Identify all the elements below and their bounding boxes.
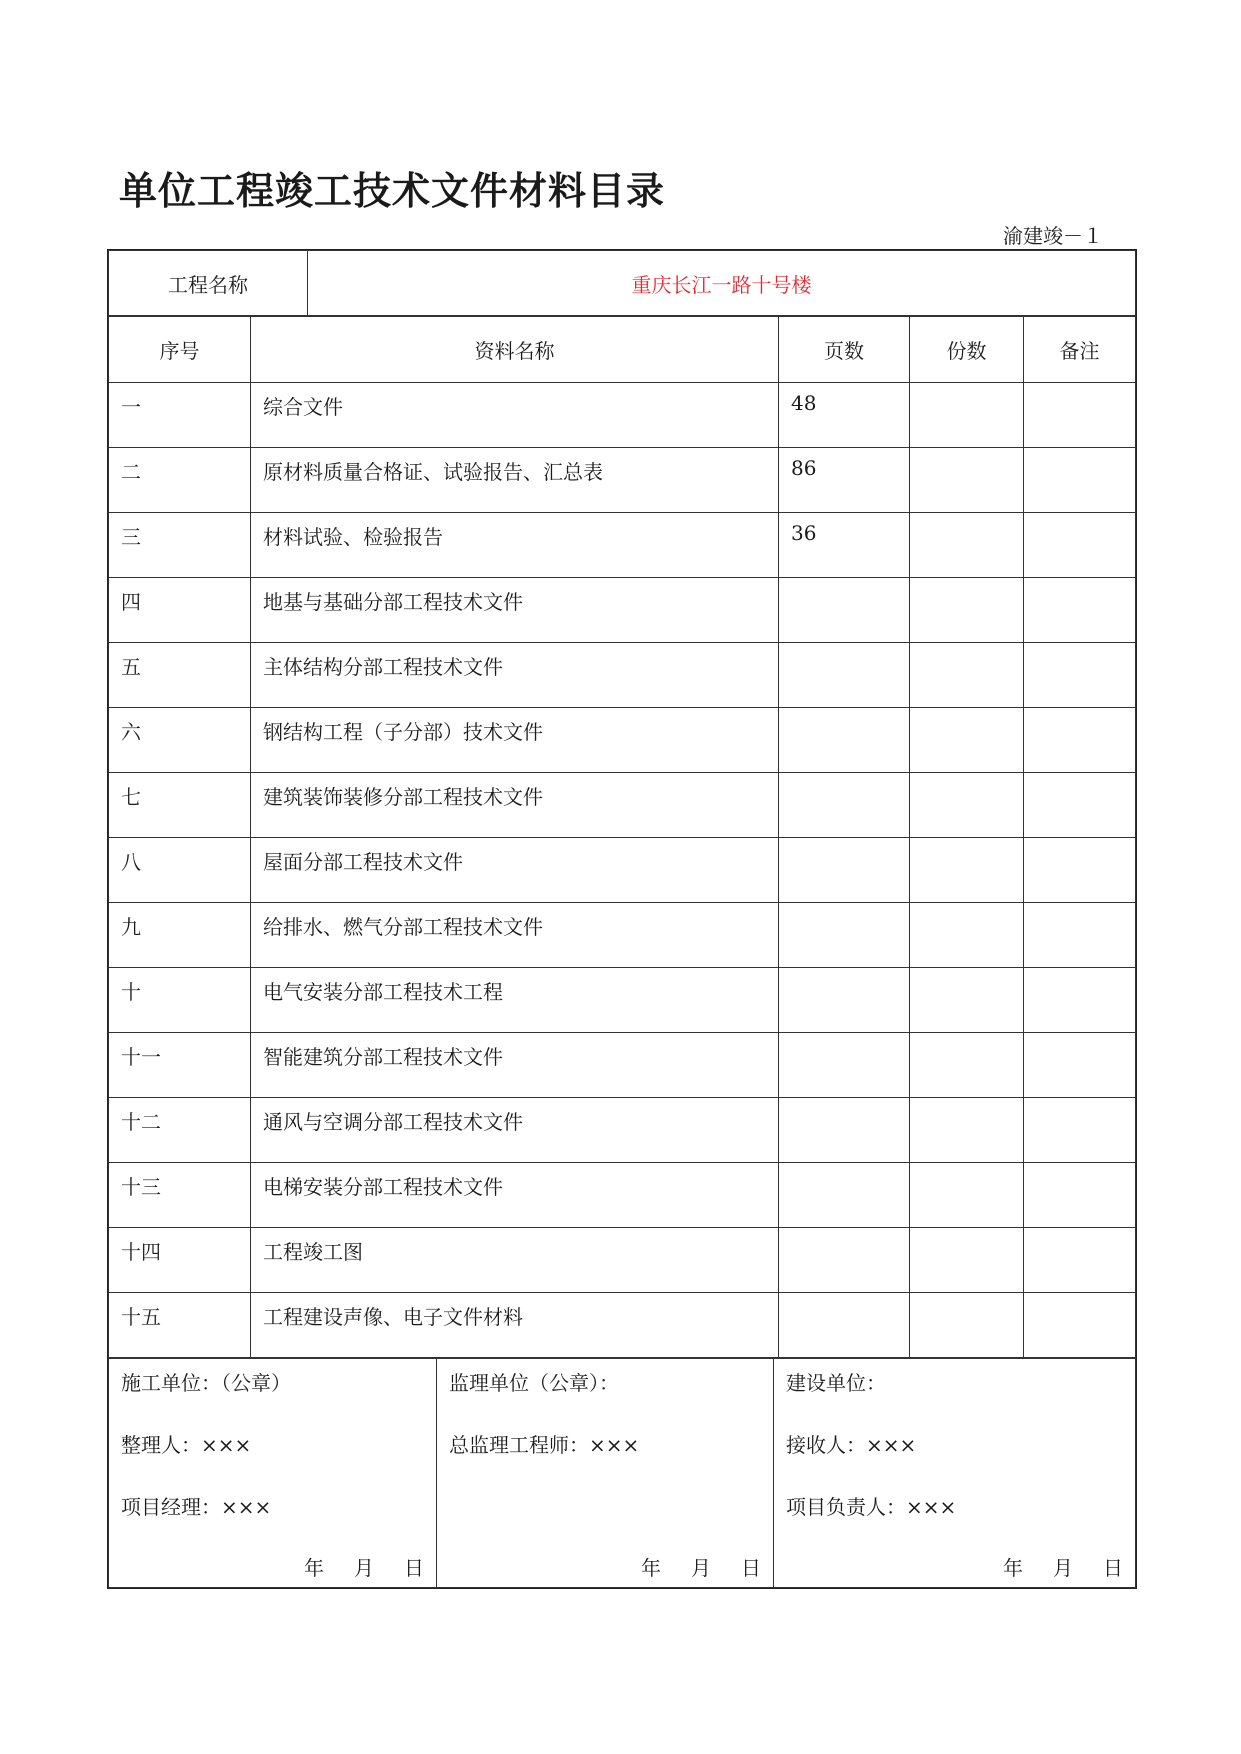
row-pages: 48 — [779, 383, 910, 448]
supervision-unit-cell — [437, 1359, 774, 1588]
row-pages: 36 — [779, 513, 910, 578]
row-pages — [779, 968, 910, 1033]
row-pages — [779, 1098, 910, 1163]
row-no: 十四 — [109, 1228, 251, 1293]
row-name: 地基与基础分部工程技术文件 — [251, 578, 779, 643]
row-copies — [910, 1098, 1024, 1163]
row-no: 三 — [109, 513, 251, 578]
date-day: 日 — [404, 1556, 424, 1580]
row-no: 五 — [109, 643, 251, 708]
chief-supervisor-label: 总监理工程师：××× — [449, 1433, 640, 1457]
supervision-date — [641, 1552, 761, 1581]
row-pages — [779, 903, 910, 968]
row-copies — [910, 448, 1024, 513]
row-name: 钢结构工程（子分部）技术文件 — [251, 708, 779, 773]
row-copies — [910, 1163, 1024, 1228]
catalog-table — [107, 249, 1137, 1589]
owner-unit-cell — [774, 1359, 1136, 1588]
date-day: 日 — [741, 1556, 761, 1580]
row-copies — [910, 643, 1024, 708]
owner-date — [1003, 1552, 1123, 1581]
row-remark — [1024, 643, 1136, 708]
row-remark — [1024, 838, 1136, 903]
row-name: 屋面分部工程技术文件 — [251, 838, 779, 903]
row-remark — [1024, 773, 1136, 838]
project-manager-label: 项目经理：××× — [121, 1495, 272, 1519]
row-name: 主体结构分部工程技术文件 — [251, 643, 779, 708]
row-remark — [1024, 903, 1136, 968]
table-row — [109, 903, 1136, 968]
row-no: 四 — [109, 578, 251, 643]
row-no: 七 — [109, 773, 251, 838]
table-row — [109, 968, 1136, 1033]
row-pages — [779, 773, 910, 838]
date-month: 月 — [1053, 1556, 1073, 1580]
row-name: 电梯安装分部工程技术文件 — [251, 1163, 779, 1228]
row-name: 建筑装饰装修分部工程技术文件 — [251, 773, 779, 838]
date-month: 月 — [354, 1556, 374, 1580]
row-no: 二 — [109, 448, 251, 513]
table-row — [109, 708, 1136, 773]
compiler-label: 整理人：××× — [121, 1433, 252, 1457]
row-name: 给排水、燃气分部工程技术文件 — [251, 903, 779, 968]
project-name-table — [108, 250, 1136, 316]
row-no: 九 — [109, 903, 251, 968]
row-no: 八 — [109, 838, 251, 903]
row-copies — [910, 1033, 1024, 1098]
table-body — [109, 383, 1136, 1358]
construction-date — [304, 1552, 424, 1581]
project-lead-label: 项目负责人：××× — [786, 1495, 957, 1519]
date-day: 日 — [1103, 1556, 1123, 1580]
table-header-row — [109, 317, 1136, 383]
owner-unit-label: 建设单位： — [786, 1371, 886, 1395]
row-name: 通风与空调分部工程技术文件 — [251, 1098, 779, 1163]
row-no: 十 — [109, 968, 251, 1033]
receiver-label: 接收人：××× — [786, 1433, 917, 1457]
date-year: 年 — [641, 1556, 661, 1580]
row-remark — [1024, 1098, 1136, 1163]
row-pages — [779, 1293, 910, 1358]
table-row — [109, 448, 1136, 513]
header-remark: 备注 — [1024, 317, 1136, 383]
row-pages — [779, 1228, 910, 1293]
date-month: 月 — [691, 1556, 711, 1580]
table-row — [109, 1033, 1136, 1098]
row-no: 十二 — [109, 1098, 251, 1163]
project-name-label: 工程名称 — [109, 251, 308, 316]
row-name: 材料试验、检验报告 — [251, 513, 779, 578]
form-code: 渝建竣－１ — [1003, 224, 1103, 248]
row-remark — [1024, 1228, 1136, 1293]
row-no: 一 — [109, 383, 251, 448]
row-remark — [1024, 1293, 1136, 1358]
row-pages — [779, 1163, 910, 1228]
table-row — [109, 643, 1136, 708]
table-row — [109, 513, 1136, 578]
page-title: 单位工程竣工技术文件材料目录 — [119, 169, 666, 213]
row-copies — [910, 903, 1024, 968]
materials-table — [108, 316, 1136, 1358]
row-copies — [910, 838, 1024, 903]
project-name-value: 重庆长江一路十号楼 — [308, 251, 1136, 316]
table-row — [109, 578, 1136, 643]
row-name: 原材料质量合格证、试验报告、汇总表 — [251, 448, 779, 513]
row-copies — [910, 968, 1024, 1033]
row-remark — [1024, 448, 1136, 513]
construction-unit-cell — [109, 1359, 437, 1588]
row-name: 智能建筑分部工程技术文件 — [251, 1033, 779, 1098]
row-no: 六 — [109, 708, 251, 773]
row-remark — [1024, 383, 1136, 448]
row-remark — [1024, 1163, 1136, 1228]
row-copies — [910, 773, 1024, 838]
row-pages: 86 — [779, 448, 910, 513]
row-pages — [779, 838, 910, 903]
row-name: 电气安装分部工程技术工程 — [251, 968, 779, 1033]
supervision-unit-label: 监理单位（公章）： — [449, 1371, 619, 1395]
row-remark — [1024, 968, 1136, 1033]
table-row — [109, 1228, 1136, 1293]
table-row — [109, 1163, 1136, 1228]
table-row — [109, 838, 1136, 903]
row-pages — [779, 578, 910, 643]
row-pages — [779, 643, 910, 708]
project-name-row — [109, 251, 1136, 316]
row-copies — [910, 578, 1024, 643]
row-no: 十三 — [109, 1163, 251, 1228]
header-name: 资料名称 — [251, 317, 779, 383]
row-remark — [1024, 578, 1136, 643]
row-remark — [1024, 708, 1136, 773]
date-year: 年 — [304, 1556, 324, 1580]
signature-table — [108, 1358, 1136, 1588]
row-no: 十一 — [109, 1033, 251, 1098]
signature-row — [109, 1359, 1136, 1588]
construction-unit-label: 施工单位：（公章） — [121, 1371, 291, 1395]
table-row — [109, 383, 1136, 448]
table-row — [109, 773, 1136, 838]
date-year: 年 — [1003, 1556, 1023, 1580]
row-name: 综合文件 — [251, 383, 779, 448]
header-no: 序号 — [109, 317, 251, 383]
table-row — [109, 1098, 1136, 1163]
table-row — [109, 1293, 1136, 1358]
header-copies: 份数 — [910, 317, 1024, 383]
row-name: 工程建设声像、电子文件材料 — [251, 1293, 779, 1358]
row-pages — [779, 1033, 910, 1098]
row-no: 十五 — [109, 1293, 251, 1358]
row-pages — [779, 708, 910, 773]
row-remark — [1024, 1033, 1136, 1098]
row-copies — [910, 1293, 1024, 1358]
row-name: 工程竣工图 — [251, 1228, 779, 1293]
row-copies — [910, 513, 1024, 578]
row-copies — [910, 383, 1024, 448]
header-pages: 页数 — [779, 317, 910, 383]
row-copies — [910, 1228, 1024, 1293]
row-copies — [910, 708, 1024, 773]
row-remark — [1024, 513, 1136, 578]
